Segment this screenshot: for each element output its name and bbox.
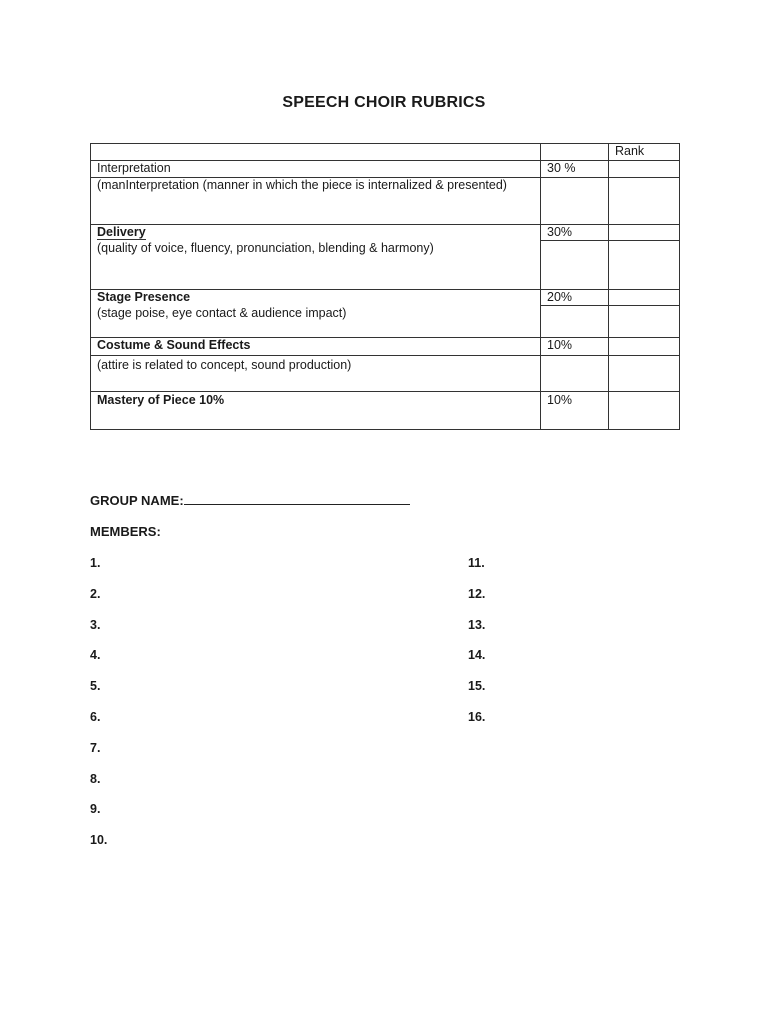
member-number: 1.: [90, 556, 101, 570]
rank-header: Rank: [609, 144, 680, 161]
criterion-row-costume: [91, 338, 680, 356]
member-number: 4.: [90, 648, 101, 663]
criterion-weight: 10%: [541, 392, 609, 430]
criterion-row-mastery: [91, 392, 680, 430]
member-number: 15.: [468, 679, 486, 694]
criterion-name: Costume & Sound Effects: [91, 338, 541, 356]
rank-cell[interactable]: [609, 290, 680, 306]
criterion-weight: 20%: [541, 290, 609, 306]
criterion-weight: 10%: [541, 338, 609, 356]
criterion-name-cell: [91, 225, 541, 241]
rubric-table: [90, 143, 680, 430]
members-label: MEMBERS:: [90, 524, 161, 539]
criterion-row-stage-presence: [91, 290, 680, 306]
rank-cell[interactable]: [609, 161, 680, 178]
table-header-row: [91, 144, 680, 161]
criterion-desc: (quality of voice, fluency, pronunciation, blending & harmony): [91, 241, 541, 290]
criterion-desc-row: [91, 356, 680, 392]
member-number: 8.: [90, 771, 101, 786]
rank-cell[interactable]: [609, 306, 680, 338]
header-criteria-cell: [91, 144, 541, 161]
group-name-input-line[interactable]: [184, 493, 410, 505]
weight-blank-cell: [541, 356, 609, 392]
member-number: 2.: [90, 586, 101, 601]
criterion-weight: 30%: [541, 225, 609, 241]
criterion-name: Delivery: [97, 225, 146, 239]
member-number: 14.: [468, 648, 486, 663]
weight-blank-cell: [541, 178, 609, 225]
criterion-desc: (stage poise, eye contact & audience impact): [91, 306, 541, 338]
criterion-weight: 30 %: [541, 161, 609, 178]
member-number: 3.: [90, 617, 101, 632]
page-title: SPEECH CHOIR RUBRICS: [282, 94, 486, 111]
member-number: 9.: [90, 802, 101, 817]
rank-cell[interactable]: [609, 392, 680, 430]
member-number: 7.: [90, 740, 101, 755]
criterion-row-interpretation: [91, 161, 680, 178]
criterion-name: Stage Presence: [91, 290, 541, 306]
criterion-name: Mastery of Piece 10%: [91, 392, 541, 430]
rank-cell[interactable]: [609, 338, 680, 356]
member-number: 16.: [468, 710, 486, 724]
criterion-desc-row: [91, 178, 680, 225]
criterion-name: Interpretation: [91, 161, 541, 178]
rank-cell[interactable]: [609, 225, 680, 241]
rank-cell[interactable]: [609, 241, 680, 290]
member-number: 13.: [468, 617, 486, 632]
member-number: 5.: [90, 679, 101, 694]
criterion-desc-row: [91, 306, 680, 338]
member-number: 6.: [90, 710, 101, 724]
weight-blank-cell: [541, 241, 609, 290]
rank-cell[interactable]: [609, 178, 680, 225]
group-name-field: [90, 493, 410, 508]
criterion-desc: (attire is related to concept, sound production): [91, 356, 541, 392]
header-weight-cell: [541, 144, 609, 161]
criterion-desc: (manInterpretation (manner in which the piece is internalized & presented): [91, 178, 541, 225]
member-number: 12.: [468, 586, 486, 601]
weight-blank-cell: [541, 306, 609, 338]
member-number: 10.: [90, 833, 108, 848]
criterion-row-delivery: [91, 225, 680, 241]
rank-cell[interactable]: [609, 356, 680, 392]
member-number: 11.: [468, 556, 485, 570]
group-name-label: GROUP NAME:: [90, 493, 184, 508]
criterion-desc-row: [91, 241, 680, 290]
